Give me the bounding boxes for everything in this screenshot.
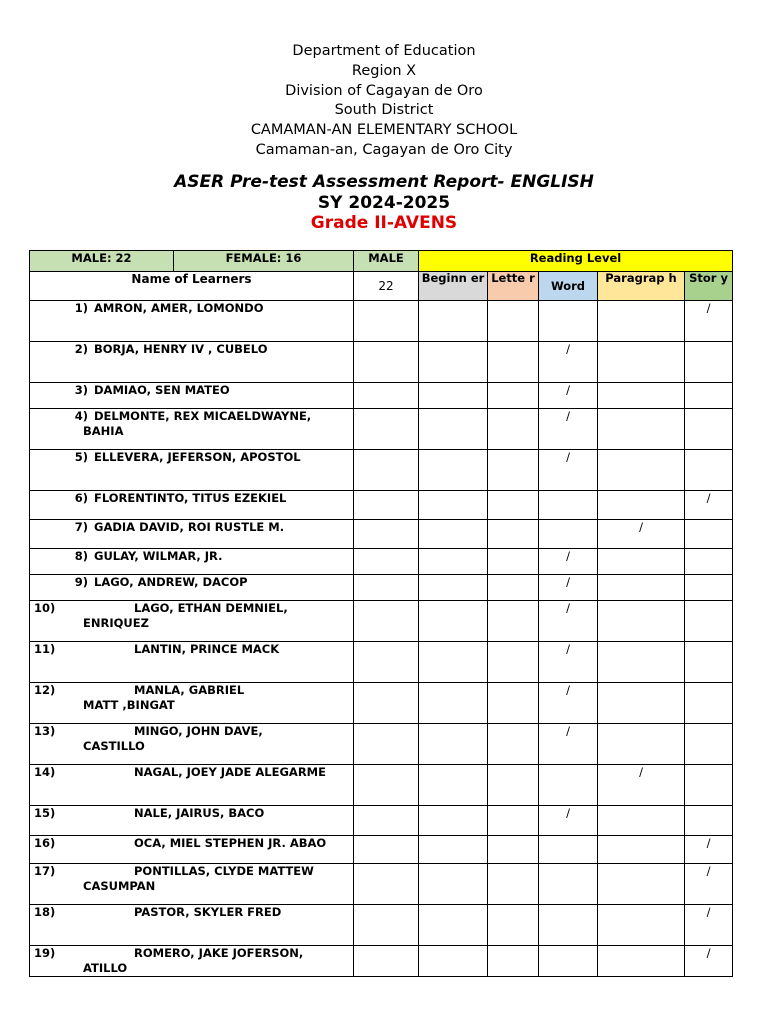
level-cell-word bbox=[539, 836, 598, 864]
level-cell-story bbox=[685, 864, 733, 905]
level-cell-letter bbox=[488, 806, 539, 836]
table-row bbox=[30, 905, 733, 946]
report-title: ASER Pre-test Assessment Report- ENGLISH bbox=[174, 172, 594, 192]
table-row bbox=[30, 724, 733, 765]
level-cell-letter bbox=[488, 549, 539, 575]
learner-name-line1: PONTILLAS, CLYDE MATTEW bbox=[134, 864, 314, 878]
level-cell-story bbox=[685, 765, 733, 806]
level-cell-word bbox=[539, 409, 598, 450]
level-cell-story bbox=[685, 683, 733, 724]
check-mark: / bbox=[566, 724, 570, 738]
male-cell bbox=[354, 549, 419, 575]
learner-number: 13) bbox=[34, 724, 56, 738]
learner-name-line1: MINGO, JOHN DAVE, bbox=[134, 724, 263, 738]
level-cell-paragraph bbox=[598, 946, 685, 977]
learner-number: 2) bbox=[74, 342, 88, 356]
learner-name-line2: BAHIA bbox=[83, 424, 124, 438]
level-cell-letter bbox=[488, 765, 539, 806]
summary-header-row bbox=[30, 251, 733, 272]
level-cell-word bbox=[539, 450, 598, 491]
table-row bbox=[30, 946, 733, 977]
level-cell-word bbox=[539, 520, 598, 549]
table-row bbox=[30, 836, 733, 864]
male-cell bbox=[354, 905, 419, 946]
level-cell-word bbox=[539, 301, 598, 342]
level-cell-story bbox=[685, 724, 733, 765]
table-row bbox=[30, 765, 733, 806]
male-cell bbox=[354, 601, 419, 642]
level-cell-story bbox=[685, 836, 733, 864]
level-cell-word bbox=[539, 683, 598, 724]
header-line-department: Department of Education bbox=[292, 43, 476, 59]
table-row bbox=[30, 520, 733, 549]
level-cell-beginner bbox=[419, 383, 488, 409]
learner-name-line1: GADIA DAVID, ROI RUSTLE M. bbox=[94, 520, 285, 534]
learner-name bbox=[30, 383, 354, 409]
level-cell-word bbox=[539, 905, 598, 946]
level-cell-beginner bbox=[419, 520, 488, 549]
level-cell-word bbox=[539, 946, 598, 977]
learner-name-line1: LAGO, ETHAN DEMNIEL, bbox=[134, 601, 288, 615]
level-cell-paragraph bbox=[598, 905, 685, 946]
learner-name-line1: MANLA, GABRIEL bbox=[134, 683, 245, 697]
learner-number: 11) bbox=[34, 642, 56, 656]
male-cell bbox=[354, 806, 419, 836]
level-cell-letter bbox=[488, 724, 539, 765]
level-cell-word bbox=[539, 864, 598, 905]
learner-name bbox=[30, 575, 354, 601]
learner-name bbox=[30, 946, 354, 977]
learner-name bbox=[30, 342, 354, 383]
header-line-district: South District bbox=[334, 102, 434, 119]
learner-name-line1: LAGO, ANDREW, DACOP bbox=[94, 575, 248, 589]
level-cell-story bbox=[685, 383, 733, 409]
level-cell-letter bbox=[488, 450, 539, 491]
level-cell-letter bbox=[488, 864, 539, 905]
assessment-table bbox=[29, 250, 733, 977]
level-cell-story bbox=[685, 946, 733, 977]
check-mark: / bbox=[706, 491, 711, 505]
level-cell-story bbox=[685, 450, 733, 491]
level-cell-beginner bbox=[419, 450, 488, 491]
school-year: SY 2024-2025 bbox=[317, 193, 451, 213]
learner-name-line1: NAGAL, JOEY JADE ALEGARME bbox=[134, 765, 326, 779]
header-line-address: Camaman-an, Cagayan de Oro City bbox=[255, 141, 513, 158]
level-cell-story bbox=[685, 806, 733, 836]
check-mark: / bbox=[706, 864, 711, 878]
male-count: MALE: 22 bbox=[30, 251, 174, 272]
learner-number: 18) bbox=[34, 905, 56, 919]
level-beginner-header: Beginn er bbox=[419, 272, 488, 301]
learner-name-line1: DAMIAO, SEN MATEO bbox=[94, 383, 230, 397]
level-cell-paragraph bbox=[598, 383, 685, 409]
level-cell-story bbox=[685, 491, 733, 520]
male-label: MALE bbox=[354, 251, 419, 272]
grade-section: Grade II-AVENS bbox=[310, 213, 458, 233]
check-mark: / bbox=[706, 905, 711, 919]
level-cell-paragraph bbox=[598, 683, 685, 724]
check-mark: / bbox=[566, 806, 570, 820]
level-cell-letter bbox=[488, 836, 539, 864]
level-cell-beginner bbox=[419, 946, 488, 977]
learner-name bbox=[30, 836, 354, 864]
level-cell-paragraph bbox=[598, 601, 685, 642]
level-cell-letter bbox=[488, 905, 539, 946]
learner-name bbox=[30, 409, 354, 450]
header-line-division: Division of Cagayan de Oro bbox=[285, 82, 483, 99]
table-row bbox=[30, 301, 733, 342]
learner-name-line1: OCA, MIEL STEPHEN JR. ABAO bbox=[134, 836, 327, 850]
learner-number: 3) bbox=[74, 383, 88, 397]
learner-number: 14) bbox=[34, 765, 56, 779]
level-cell-story bbox=[685, 601, 733, 642]
level-cell-beginner bbox=[419, 864, 488, 905]
level-cell-paragraph bbox=[598, 864, 685, 905]
learner-name-line2: ENRIQUEZ bbox=[83, 616, 149, 630]
learner-name bbox=[30, 491, 354, 520]
learner-name-line2: CASTILLO bbox=[83, 739, 145, 753]
table-row bbox=[30, 806, 733, 836]
learner-name bbox=[30, 864, 354, 905]
table-row bbox=[30, 864, 733, 905]
male-cell bbox=[354, 450, 419, 491]
male-cell bbox=[354, 575, 419, 601]
level-cell-letter bbox=[488, 301, 539, 342]
learner-name bbox=[30, 765, 354, 806]
level-cell-paragraph bbox=[598, 450, 685, 491]
learner-name bbox=[30, 601, 354, 642]
level-letter-header: Lette r bbox=[488, 272, 539, 301]
male-cell bbox=[354, 836, 419, 864]
level-cell-word bbox=[539, 765, 598, 806]
level-cell-letter bbox=[488, 491, 539, 520]
learner-number: 16) bbox=[34, 836, 56, 850]
level-cell-paragraph bbox=[598, 642, 685, 683]
level-cell-beginner bbox=[419, 724, 488, 765]
level-cell-word bbox=[539, 575, 598, 601]
level-cell-paragraph bbox=[598, 342, 685, 383]
male-cell bbox=[354, 491, 419, 520]
male-cell bbox=[354, 864, 419, 905]
learner-name-line1: GULAY, WILMAR, JR. bbox=[94, 549, 223, 563]
reading-level-header: Reading Level bbox=[419, 251, 733, 272]
level-cell-letter bbox=[488, 409, 539, 450]
level-cell-beginner bbox=[419, 642, 488, 683]
male-cell bbox=[354, 946, 419, 977]
learner-name-line1: PASTOR, SKYLER FRED bbox=[134, 905, 282, 919]
learner-number: 12) bbox=[34, 683, 56, 697]
level-cell-word bbox=[539, 549, 598, 575]
level-cell-letter bbox=[488, 601, 539, 642]
level-cell-paragraph bbox=[598, 549, 685, 575]
learner-name bbox=[30, 683, 354, 724]
level-cell-beginner bbox=[419, 409, 488, 450]
check-mark: / bbox=[566, 683, 570, 697]
level-cell-paragraph bbox=[598, 520, 685, 549]
male-cell bbox=[354, 301, 419, 342]
level-cell-story bbox=[685, 409, 733, 450]
learner-name-line1: ELLEVERA, JEFERSON, APOSTOL bbox=[94, 450, 301, 464]
level-cell-word bbox=[539, 601, 598, 642]
learner-name bbox=[30, 806, 354, 836]
male-cell bbox=[354, 409, 419, 450]
level-cell-letter bbox=[488, 683, 539, 724]
learner-number: 7) bbox=[74, 520, 88, 534]
level-cell-letter bbox=[488, 946, 539, 977]
table-row bbox=[30, 601, 733, 642]
learner-name bbox=[30, 549, 354, 575]
level-cell-letter bbox=[488, 383, 539, 409]
level-cell-paragraph bbox=[598, 301, 685, 342]
learner-name-line2: CASUMPAN bbox=[83, 879, 156, 893]
level-cell-paragraph bbox=[598, 836, 685, 864]
male-cell bbox=[354, 342, 419, 383]
level-cell-story bbox=[685, 342, 733, 383]
table-row bbox=[30, 575, 733, 601]
learner-name-line1: FLORENTINTO, TITUS EZEKIEL bbox=[94, 491, 287, 505]
level-cell-word bbox=[539, 724, 598, 765]
level-cell-letter bbox=[488, 642, 539, 683]
level-cell-beginner bbox=[419, 836, 488, 864]
level-cell-word bbox=[539, 806, 598, 836]
level-cell-beginner bbox=[419, 683, 488, 724]
learner-name-line1: BORJA, HENRY IV , CUBELO bbox=[94, 342, 268, 356]
learner-name-line1: ROMERO, JAKE JOFERSON, bbox=[134, 946, 304, 960]
level-story-header: Stor y bbox=[685, 272, 733, 301]
learner-number: 15) bbox=[34, 806, 56, 820]
learner-name-line1: NALE, JAIRUS, BACO bbox=[134, 806, 265, 820]
check-mark: / bbox=[706, 301, 711, 315]
check-mark: / bbox=[566, 549, 570, 563]
level-cell-word bbox=[539, 491, 598, 520]
level-cell-beginner bbox=[419, 601, 488, 642]
table-row bbox=[30, 549, 733, 575]
level-cell-letter bbox=[488, 575, 539, 601]
learner-name-line2: ATILLO bbox=[83, 961, 128, 975]
male-cell bbox=[354, 724, 419, 765]
check-mark: / bbox=[566, 601, 570, 615]
table-row bbox=[30, 450, 733, 491]
level-cell-word bbox=[539, 342, 598, 383]
level-cell-letter bbox=[488, 342, 539, 383]
level-cell-story bbox=[685, 905, 733, 946]
level-cell-beginner bbox=[419, 301, 488, 342]
learner-name bbox=[30, 520, 354, 549]
check-mark: / bbox=[566, 450, 570, 464]
learner-number: 17) bbox=[34, 864, 56, 878]
learner-number: 19) bbox=[34, 946, 56, 960]
level-word-header: Word bbox=[539, 272, 598, 301]
learner-name-line2: MATT ,BINGAT bbox=[83, 698, 175, 712]
learner-number: 9) bbox=[74, 575, 88, 589]
level-cell-paragraph bbox=[598, 409, 685, 450]
level-cell-paragraph bbox=[598, 724, 685, 765]
table-row bbox=[30, 342, 733, 383]
learner-number: 5) bbox=[74, 450, 88, 464]
check-mark: / bbox=[566, 409, 570, 423]
male-cell bbox=[354, 520, 419, 549]
learner-name-line1: DELMONTE, REX MICAELDWAYNE, bbox=[94, 409, 312, 423]
level-cell-word bbox=[539, 383, 598, 409]
agency-header bbox=[0, 42, 768, 161]
learner-number: 6) bbox=[74, 491, 88, 505]
check-mark: / bbox=[566, 575, 570, 589]
column-header-row bbox=[30, 272, 733, 301]
level-cell-beginner bbox=[419, 905, 488, 946]
table-row bbox=[30, 683, 733, 724]
check-mark: / bbox=[639, 765, 643, 779]
male-cell bbox=[354, 642, 419, 683]
check-mark: / bbox=[566, 383, 570, 397]
learner-number: 8) bbox=[74, 549, 88, 563]
learner-name bbox=[30, 724, 354, 765]
level-cell-story bbox=[685, 301, 733, 342]
level-cell-paragraph bbox=[598, 575, 685, 601]
level-cell-story bbox=[685, 549, 733, 575]
learner-name bbox=[30, 301, 354, 342]
table-row bbox=[30, 409, 733, 450]
level-cell-story bbox=[685, 575, 733, 601]
male-cell bbox=[354, 683, 419, 724]
level-cell-beginner bbox=[419, 491, 488, 520]
learner-number: 10) bbox=[34, 601, 56, 615]
level-cell-beginner bbox=[419, 342, 488, 383]
table-row bbox=[30, 642, 733, 683]
learner-name-line1: AMRON, AMER, LOMONDO bbox=[94, 301, 264, 315]
female-count: FEMALE: 16 bbox=[174, 251, 354, 272]
table-row bbox=[30, 383, 733, 409]
level-cell-story bbox=[685, 642, 733, 683]
check-mark: / bbox=[566, 642, 570, 656]
level-paragraph-header: Paragrap h bbox=[598, 272, 685, 301]
table-row bbox=[30, 491, 733, 520]
names-header: Name of Learners bbox=[30, 272, 354, 301]
level-cell-beginner bbox=[419, 549, 488, 575]
male-cell bbox=[354, 383, 419, 409]
header-line-school: CAMAMAN-AN ELEMENTARY SCHOOL bbox=[250, 122, 518, 139]
check-mark: / bbox=[706, 946, 711, 960]
learner-name bbox=[30, 450, 354, 491]
learner-number: 1) bbox=[74, 301, 88, 315]
level-cell-paragraph bbox=[598, 765, 685, 806]
learner-number: 4) bbox=[74, 409, 88, 423]
male-cell bbox=[354, 765, 419, 806]
check-mark: / bbox=[639, 520, 643, 534]
learner-name bbox=[30, 905, 354, 946]
level-cell-letter bbox=[488, 520, 539, 549]
level-cell-story bbox=[685, 520, 733, 549]
level-cell-beginner bbox=[419, 765, 488, 806]
level-cell-beginner bbox=[419, 575, 488, 601]
male-total: 22 bbox=[354, 272, 419, 301]
level-cell-beginner bbox=[419, 806, 488, 836]
level-cell-paragraph bbox=[598, 491, 685, 520]
header-line-region: Region X bbox=[351, 62, 417, 79]
check-mark: / bbox=[706, 836, 711, 850]
learner-name-line1: LANTIN, PRINCE MACK bbox=[134, 642, 280, 656]
learner-name bbox=[30, 642, 354, 683]
level-cell-paragraph bbox=[598, 806, 685, 836]
level-cell-word bbox=[539, 642, 598, 683]
check-mark: / bbox=[566, 342, 570, 356]
